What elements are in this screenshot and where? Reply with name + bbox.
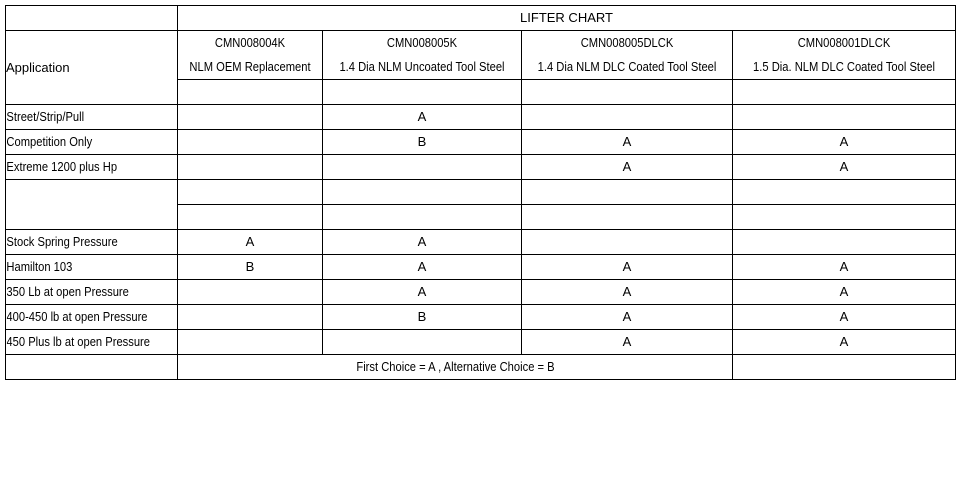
row-label: 350 Lb at open Pressure bbox=[6, 280, 154, 305]
empty-cell bbox=[323, 205, 522, 230]
empty-cell bbox=[733, 180, 956, 205]
row-label: Hamilton 103 bbox=[6, 255, 154, 280]
table-cell: A bbox=[522, 280, 733, 305]
table-cell: A bbox=[522, 155, 733, 180]
empty-cell bbox=[323, 180, 522, 205]
table-cell bbox=[522, 105, 733, 130]
empty-cell bbox=[733, 205, 956, 230]
empty-cell bbox=[522, 180, 733, 205]
table-row bbox=[6, 330, 956, 355]
table-cell bbox=[522, 230, 733, 255]
table-row bbox=[6, 255, 956, 280]
table-cell: B bbox=[178, 255, 323, 280]
column-description: NLM OEM Replacement bbox=[189, 59, 311, 74]
table-cell: A bbox=[733, 130, 956, 155]
empty-cell bbox=[6, 355, 178, 380]
legend-note: First Choice = A , Alternative Choice = B bbox=[216, 355, 693, 380]
table-row bbox=[6, 230, 956, 255]
table-cell: B bbox=[323, 305, 522, 330]
title-spacer-cell bbox=[6, 6, 178, 31]
table-cell: B bbox=[323, 130, 522, 155]
column-part-number: CMN008004K bbox=[214, 35, 286, 50]
table-cell bbox=[178, 155, 323, 180]
table-cell bbox=[178, 130, 323, 155]
table-cell bbox=[178, 330, 323, 355]
table-cell bbox=[178, 105, 323, 130]
column-description: 1.4 Dia NLM DLC Coated Tool Steel bbox=[537, 59, 717, 74]
table-cell: A bbox=[178, 230, 323, 255]
table-cell: A bbox=[733, 255, 956, 280]
row-label: Street/Strip/Pull bbox=[6, 105, 154, 130]
column-part-number: CMN008005DLCK bbox=[580, 35, 674, 50]
empty-cell bbox=[178, 80, 323, 105]
empty-cell bbox=[323, 80, 522, 105]
table-cell bbox=[733, 105, 956, 130]
application-label: Application bbox=[6, 31, 178, 105]
column-header-4 bbox=[733, 31, 956, 80]
table-cell bbox=[733, 230, 956, 255]
empty-cell bbox=[522, 80, 733, 105]
table-row bbox=[6, 305, 956, 330]
table-cell bbox=[178, 280, 323, 305]
table-cell: A bbox=[323, 230, 522, 255]
empty-cell bbox=[522, 205, 733, 230]
title-row bbox=[6, 6, 956, 31]
table-cell bbox=[178, 305, 323, 330]
column-header-2 bbox=[323, 31, 522, 80]
column-description: 1.4 Dia NLM Uncoated Tool Steel bbox=[339, 59, 505, 74]
table-cell: A bbox=[323, 255, 522, 280]
table-cell: A bbox=[733, 155, 956, 180]
empty-cell bbox=[178, 205, 323, 230]
table-cell: A bbox=[733, 330, 956, 355]
empty-cell bbox=[178, 180, 323, 205]
row-label: Competition Only bbox=[6, 130, 154, 155]
lifter-chart-table bbox=[5, 5, 956, 380]
column-description: 1.5 Dia. NLM DLC Coated Tool Steel bbox=[753, 59, 935, 74]
table-row bbox=[6, 130, 956, 155]
empty-cell bbox=[733, 355, 956, 380]
footnote-row bbox=[6, 355, 956, 380]
column-header-1 bbox=[178, 31, 323, 80]
table-cell: A bbox=[522, 130, 733, 155]
table-cell: A bbox=[323, 280, 522, 305]
empty-cell bbox=[733, 80, 956, 105]
column-part-number: CMN008001DLCK bbox=[797, 35, 891, 50]
column-header-3 bbox=[522, 31, 733, 80]
row-label: Extreme 1200 plus Hp bbox=[6, 155, 154, 180]
table-cell bbox=[323, 155, 522, 180]
blank-row bbox=[6, 180, 956, 205]
chart-title: LIFTER CHART bbox=[178, 6, 956, 31]
table-cell: A bbox=[522, 255, 733, 280]
table-cell: A bbox=[733, 280, 956, 305]
row-label: 450 Plus lb at open Pressure bbox=[6, 330, 154, 355]
table-row bbox=[6, 105, 956, 130]
column-part-number: CMN008005K bbox=[386, 35, 458, 50]
table-row bbox=[6, 280, 956, 305]
table-cell: A bbox=[733, 305, 956, 330]
row-label: 400-450 lb at open Pressure bbox=[6, 305, 154, 330]
header-row bbox=[6, 31, 956, 80]
table-cell: A bbox=[323, 105, 522, 130]
table-cell: A bbox=[522, 330, 733, 355]
table-row bbox=[6, 155, 956, 180]
row-label: Stock Spring Pressure bbox=[6, 230, 154, 255]
table-cell bbox=[323, 330, 522, 355]
table-cell: A bbox=[522, 305, 733, 330]
blank-label-cell bbox=[6, 180, 178, 230]
